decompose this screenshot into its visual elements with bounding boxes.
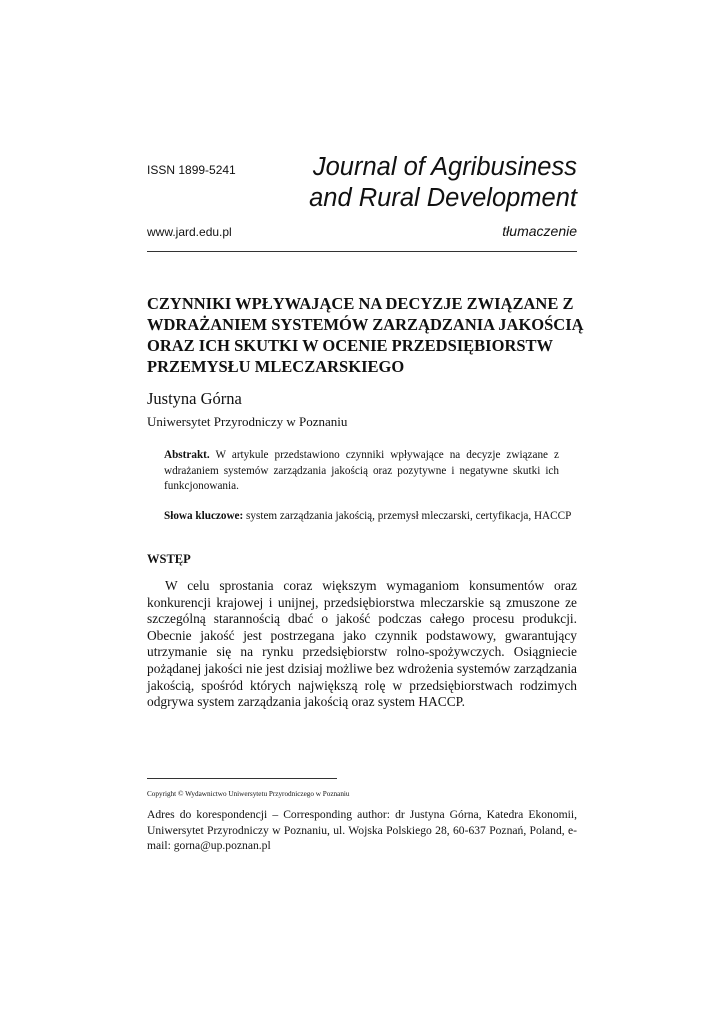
author-affiliation: Uniwersytet Przyrodniczy w Poznaniu: [147, 414, 348, 429]
correspondence-address: Adres do korespondencji – Corresponding author: dr Justyna Górna, Katedra Ekonomii, Uniwersytet Przyrodniczy w Poznaniu, ul. Wojska Polskiego 28, 60-637 Poznań, Poland, e-mail: gorna@up.poznan.pl: [147, 808, 577, 852]
issn: ISSN 1899-5241: [147, 163, 236, 177]
abstract-text: W artykule przedstawiono czynniki wpływające na decyzje związane z wdrażaniem systemów zarządzania jakością oraz pozytywne i negatywne skutki ich funkcjonowania.: [164, 449, 559, 492]
journal-title-line1: Journal of Agribusiness: [312, 153, 577, 181]
body-paragraph: W celu sprostania coraz większym wymaganiom konsumentów oraz konkurencji krajowej i unijnej, przedsiębiorstwa mleczarskie są zmuszone ze szczególną starannością dbać o jakość podczas całego procesu produkcji. Obecnie jakość jest postrzegana jako czynnik podstawowy, gwarantujący utrzymanie się na rynku przedsiębiorstw rolno-spożywczych. Osiągniecie pożądanej jakości nie jest dzisiaj możliwe bez wdrożenia systemów zarządzania jakością, spośród których największą rolę w przedsiębiorstwach rodzimych odgrywa system zarządzania jakością oraz system HACCP.: [147, 578, 577, 710]
keywords-text: system zarządzania jakością, przemysł mleczarski, certyfikacja, HACCP: [246, 510, 572, 522]
header-divider: [147, 251, 577, 252]
footnote-divider: [147, 778, 337, 779]
article-title: CZYNNIKI WPŁYWAJĄCE NA DECYZJE ZWIĄZANE Z WDRAŻANIEM SYSTEMÓW ZARZĄDZANIA JAKOŚCIĄ ORAZ ICH SKUTKI W OCENIE PRZEDSIĘBIORSTW PRZEMYSŁU MLECZARSKIEGO: [147, 294, 584, 376]
section-heading: WSTĘP: [147, 552, 191, 566]
journal-title: [309, 152, 577, 214]
author-name: Justyna Górna: [147, 389, 242, 408]
translation-label: tłumaczenie: [502, 223, 577, 239]
journal-website: www.jard.edu.pl: [147, 225, 232, 239]
abstract-label: Abstrakt.: [164, 449, 210, 461]
copyright-notice: Copyright © Wydawnictwo Uniwersytetu Przyrodniczego w Poznaniu: [147, 790, 350, 798]
keywords-label: Słowa kluczowe:: [164, 510, 244, 522]
journal-title-line2: and Rural Development: [309, 184, 577, 212]
keywords: [164, 510, 574, 522]
abstract: [164, 448, 559, 495]
